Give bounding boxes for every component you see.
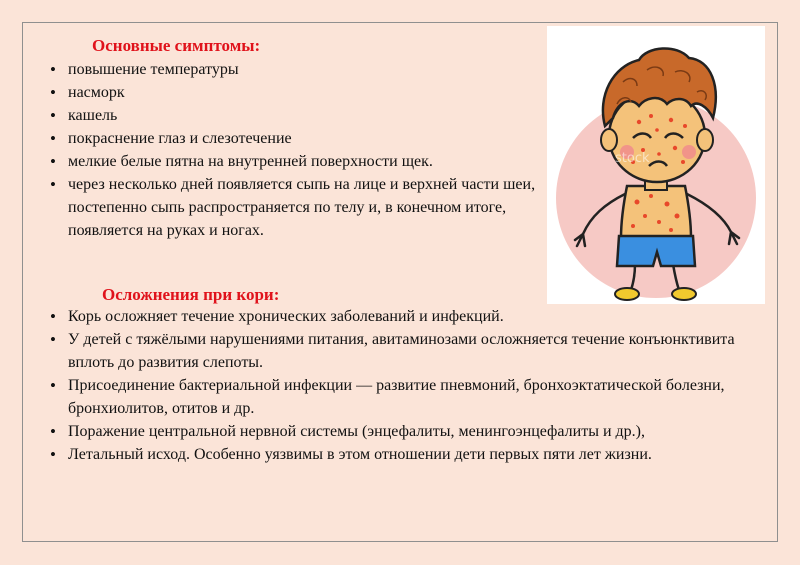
list-item: • Присоединение бактериальной инфекции — развитие пневмоний, бронхоэктатической болезни, бронхиолитов, отитов и др.: [50, 374, 770, 420]
shoe-icon: [615, 288, 639, 300]
list-item: • через несколько дней появляется сыпь на лице и верхней части шеи, постепенно сыпь распространяется по телу и, в конечном итоге, появляется на руках и ногах.: [50, 173, 540, 242]
list-item: • Поражение центральной нервной системы (энцефалиты, менингоэнцефалиты и др.),: [50, 420, 770, 443]
list-item: • У детей с тяжёлыми нарушениями питания, авитаминозами осложняется течение конъюнктивита вплоть до развития слепоты.: [50, 328, 770, 374]
list-item: • повышение температуры: [50, 58, 540, 81]
shoe-icon: [672, 288, 696, 300]
symptoms-list: [50, 58, 540, 242]
list-item: • покраснение глаз и слезотечение: [50, 127, 540, 150]
complications-list: [50, 305, 770, 466]
complications-heading: Осложнения при кори:: [102, 285, 280, 304]
list-item: • Корь осложняет течение хронических заболеваний и инфекций.: [50, 305, 770, 328]
list-item: • насморк: [50, 81, 540, 104]
list-item: • мелкие белые пятна на внутренней поверхности щек.: [50, 150, 540, 173]
sick-child-with-rash-icon: [547, 26, 765, 304]
symptoms-heading: Основные симптомы:: [92, 36, 261, 55]
list-item: • кашель: [50, 104, 540, 127]
list-item: • Летальный исход. Особенно уязвимы в этом отношении дети первых пяти лет жизни.: [50, 443, 770, 466]
watermark-text: stock: [615, 151, 650, 166]
sick-child-illustration: [547, 26, 765, 304]
